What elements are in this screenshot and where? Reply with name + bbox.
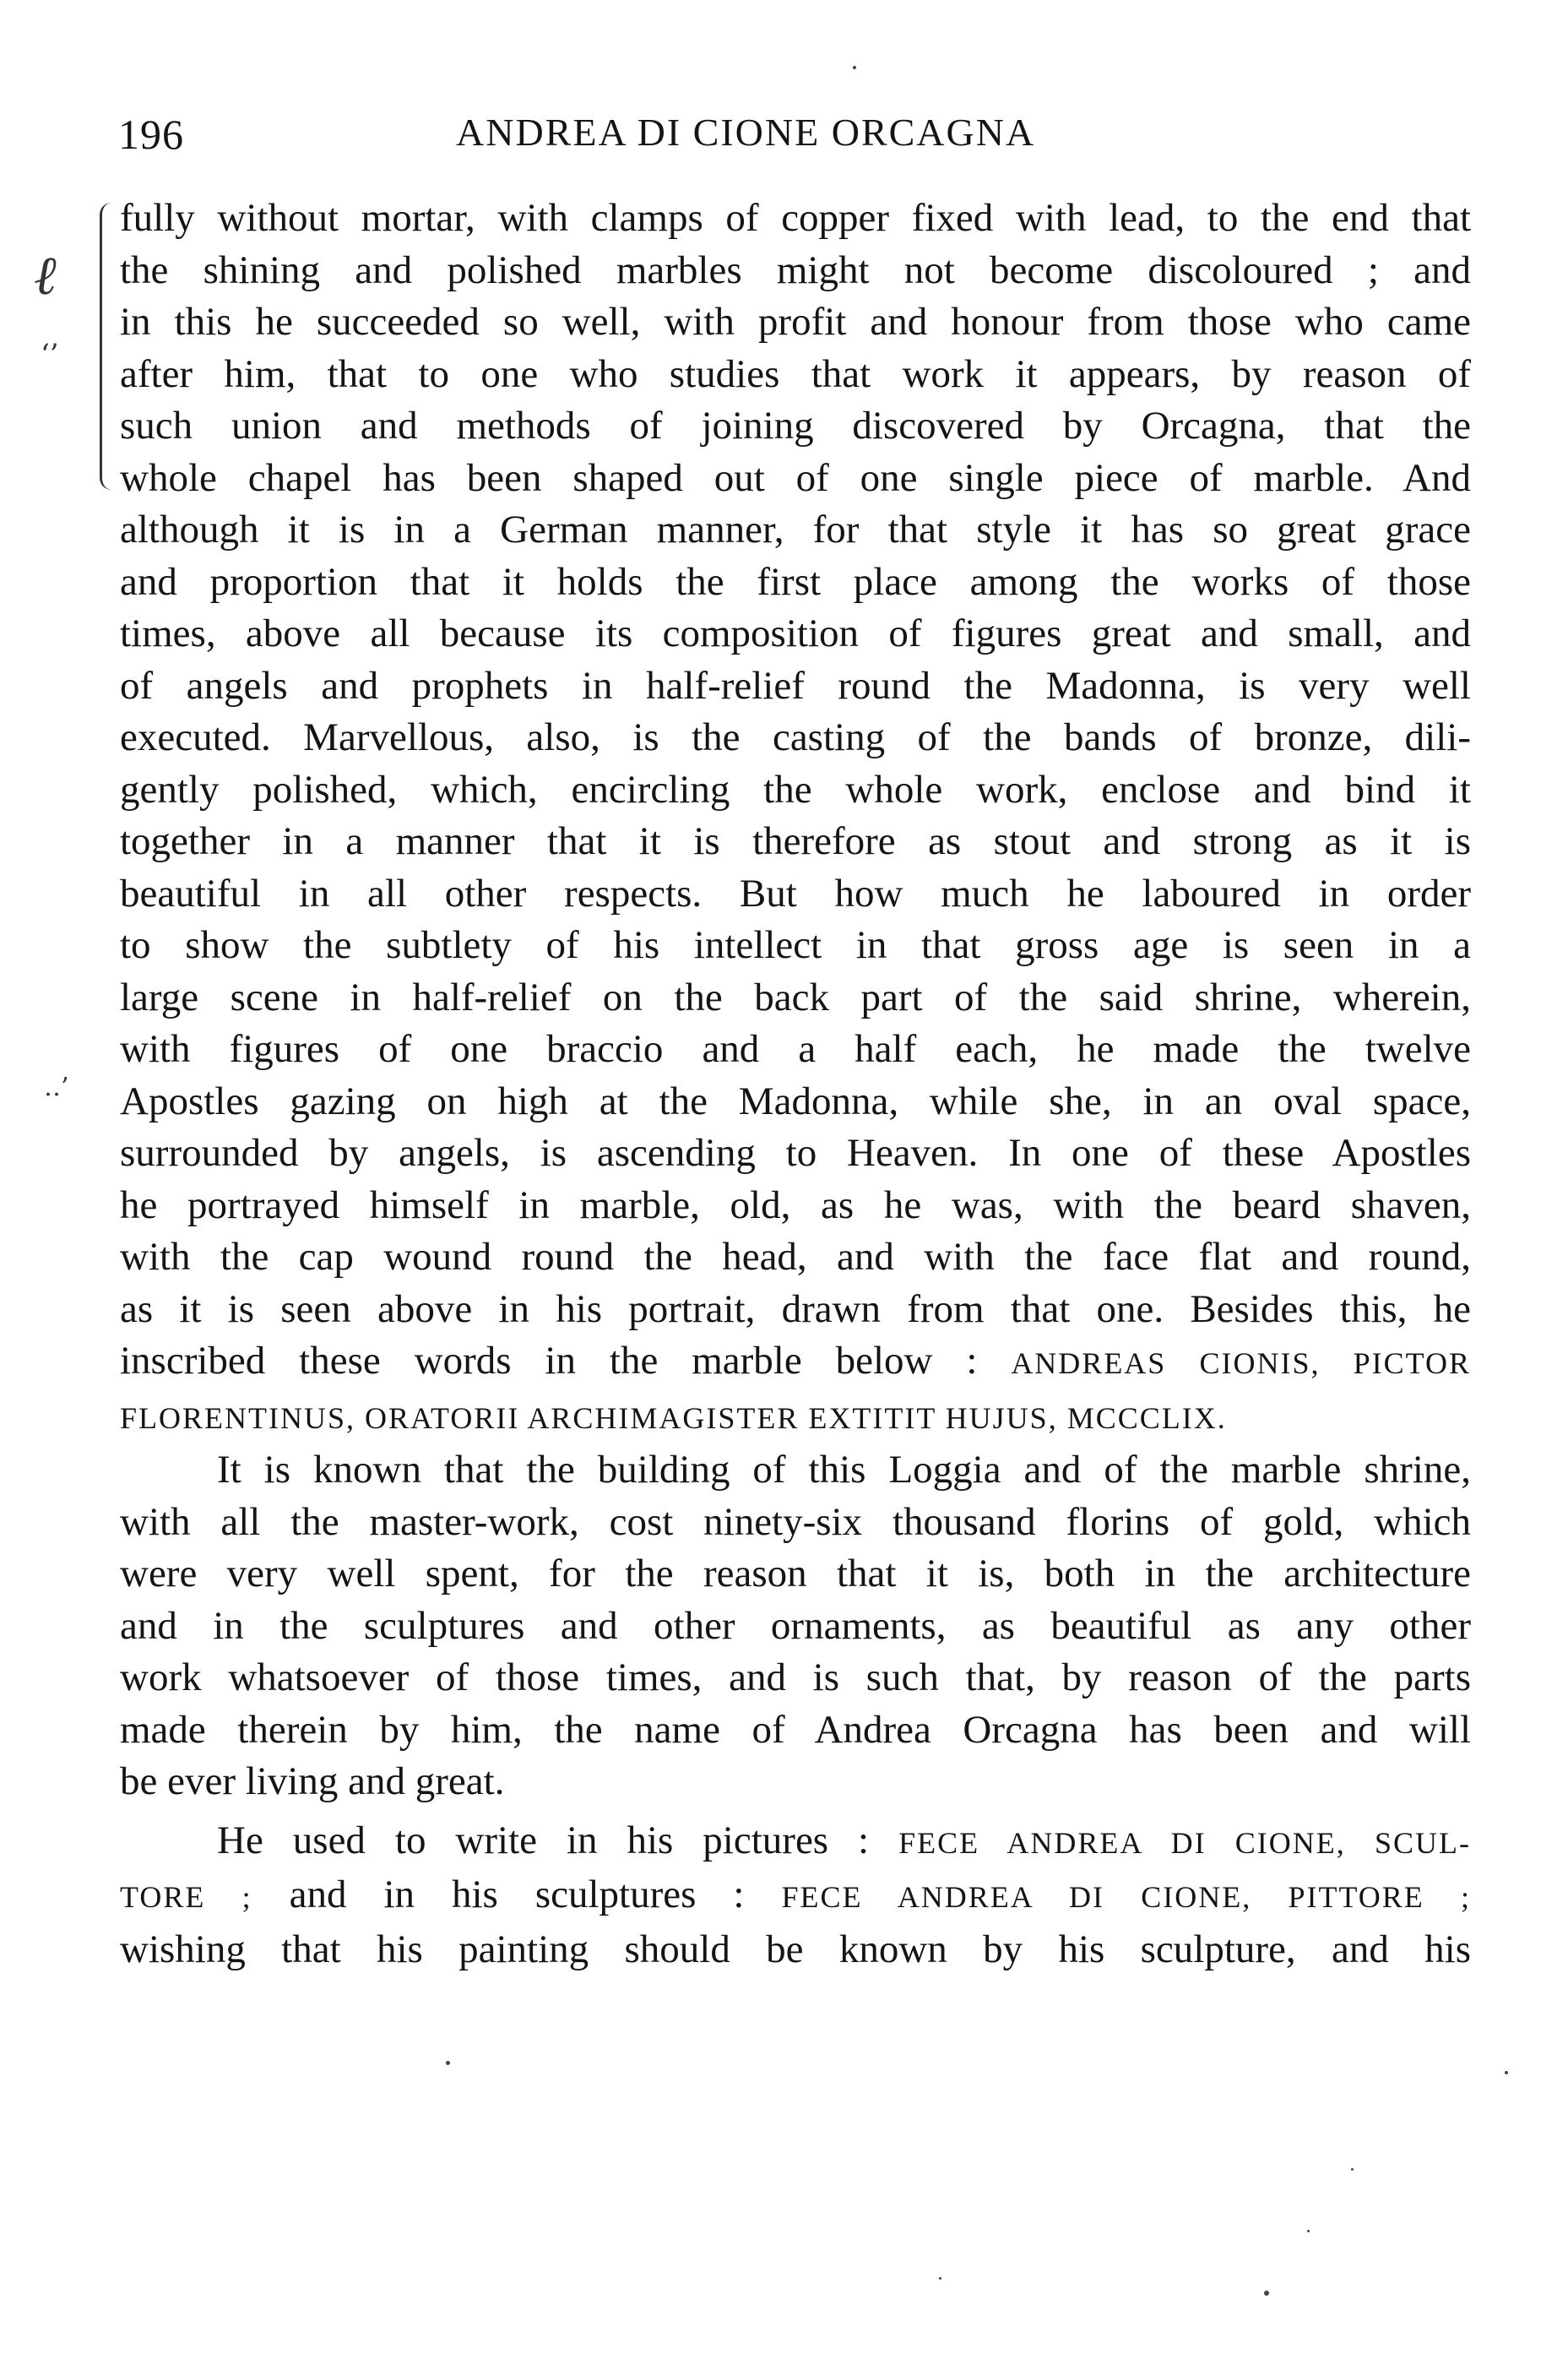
text-line: be ever living and great. bbox=[120, 1759, 505, 1803]
text-line: he portrayed himself in marble, old, as he was, with the beard shaven, bbox=[120, 1182, 1471, 1227]
text-line bbox=[120, 1390, 1471, 1445]
paragraph bbox=[120, 193, 1471, 1444]
page-number: 196 bbox=[118, 111, 184, 158]
text-line: such union and methods of joining discovered by Orcagna, that the bbox=[120, 404, 1471, 448]
small-caps-inscription: FECE ANDREA DI CIONE, PITTORE ; bbox=[781, 1880, 1472, 1914]
text-line: and in the sculptures and other ornaments, as beautiful as any other bbox=[120, 1603, 1471, 1648]
text-line: together in a manner that it is therefore as stout and strong as it is bbox=[120, 819, 1471, 863]
text-line: with figures of one braccio and a half each, he made the twelve bbox=[120, 1027, 1471, 1071]
margin-bracket bbox=[100, 203, 117, 490]
page-speck bbox=[1307, 2230, 1310, 2232]
text-line: Apostles gazing on high at the Madonna, while she, in an oval space, bbox=[120, 1079, 1471, 1123]
text-line: large scene in half-relief on the back part of the said shrine, wherein, bbox=[120, 975, 1471, 1019]
text-line: with all the master-work, cost ninety-six thousand florins of gold, which bbox=[120, 1499, 1471, 1544]
text-line bbox=[120, 1869, 1471, 1924]
text-line: work whatsoever of those times, and is such that, by reason of the parts bbox=[120, 1655, 1471, 1699]
text-line: the shining and polished marbles might not become discoloured ; and bbox=[120, 247, 1471, 292]
paragraph bbox=[120, 1444, 1471, 1808]
text-line: as it is seen above in his portrait, drawn from that one. Besides this, he bbox=[120, 1286, 1471, 1331]
text-line: in this he succeeded so well, with profit and honour from those who came bbox=[120, 300, 1471, 344]
text-line: after him, that to one who studies that work it appears, by reason of bbox=[120, 351, 1471, 396]
text-line: fully without mortar, with clamps of copper fixed with lead, to the end that bbox=[120, 196, 1471, 240]
body-text bbox=[120, 193, 1471, 1976]
text-line: were very well spent, for the reason that it is, both in the architecture bbox=[120, 1552, 1471, 1595]
running-head: ANDREA DI CIONE ORCAGNA bbox=[456, 111, 1036, 154]
small-caps-inscription: ANDREAS CIONIS, PICTOR bbox=[1011, 1346, 1471, 1380]
margin-annotation-mark: ℓ bbox=[34, 245, 57, 307]
text-line: executed. Marvellous, also, is the casting of the bands of bronze, dili- bbox=[120, 715, 1471, 759]
text-fragment: He used to write in his pictures : bbox=[217, 1818, 870, 1862]
margin-annotation-mark: ‥’ bbox=[44, 1073, 69, 1102]
text-line: beautiful in all other respects. But how much he laboured in order bbox=[120, 871, 1471, 916]
page-speck bbox=[1264, 2291, 1269, 2296]
text-line: and proportion that it holds the first place among the works of those bbox=[120, 559, 1471, 604]
page-speck bbox=[853, 66, 856, 69]
small-caps-inscription: TORE ; bbox=[120, 1880, 252, 1914]
small-caps-inscription: FECE ANDREA DI CIONE, SCUL- bbox=[898, 1825, 1472, 1860]
text-line: times, above all because its composition of figures great and small, and bbox=[120, 612, 1471, 655]
paragraph bbox=[120, 1815, 1471, 1976]
text-line: gently polished, which, encircling the whole work, enclose and bind it bbox=[120, 767, 1471, 812]
text-line: although it is in a German manner, for that style it has so great grace bbox=[120, 508, 1471, 552]
text-line: to show the subtlety of his intellect in that gross age is seen in a bbox=[120, 923, 1471, 967]
text-line bbox=[120, 1335, 1471, 1390]
page-speck bbox=[939, 2277, 941, 2280]
small-caps-inscription: FLORENTINUS, ORATORII ARCHIMAGISTER EXTITIT HUJUS, MCCCLIX. bbox=[120, 1400, 1227, 1435]
page-speck bbox=[1351, 2168, 1354, 2171]
text-line: whole chapel has been shaped out of one single piece of marble. And bbox=[120, 455, 1471, 500]
text-fragment: and in his sculptures : bbox=[289, 1873, 745, 1916]
text-line: made therein by him, the name of Andrea Orcagna has been and will bbox=[120, 1707, 1471, 1752]
text-line bbox=[120, 1815, 1471, 1870]
text-line: with the cap wound round the head, and with the face flat and round, bbox=[120, 1235, 1471, 1279]
margin-annotation-mark: ‘’ bbox=[41, 338, 59, 372]
text-line: surrounded by angels, is ascending to Heaven. In one of these Apostles bbox=[120, 1131, 1471, 1175]
text-line: wishing that his painting should be known by his sculpture, and his bbox=[120, 1927, 1471, 1971]
text-line: It is known that the building of this Loggia and of the marble shrine, bbox=[217, 1448, 1471, 1492]
page-speck bbox=[1505, 2071, 1508, 2074]
text-fragment: inscribed these words in the marble below : bbox=[120, 1339, 978, 1383]
text-line: of angels and prophets in half-relief round the Madonna, is very well bbox=[120, 663, 1471, 708]
page-speck bbox=[446, 2061, 450, 2065]
